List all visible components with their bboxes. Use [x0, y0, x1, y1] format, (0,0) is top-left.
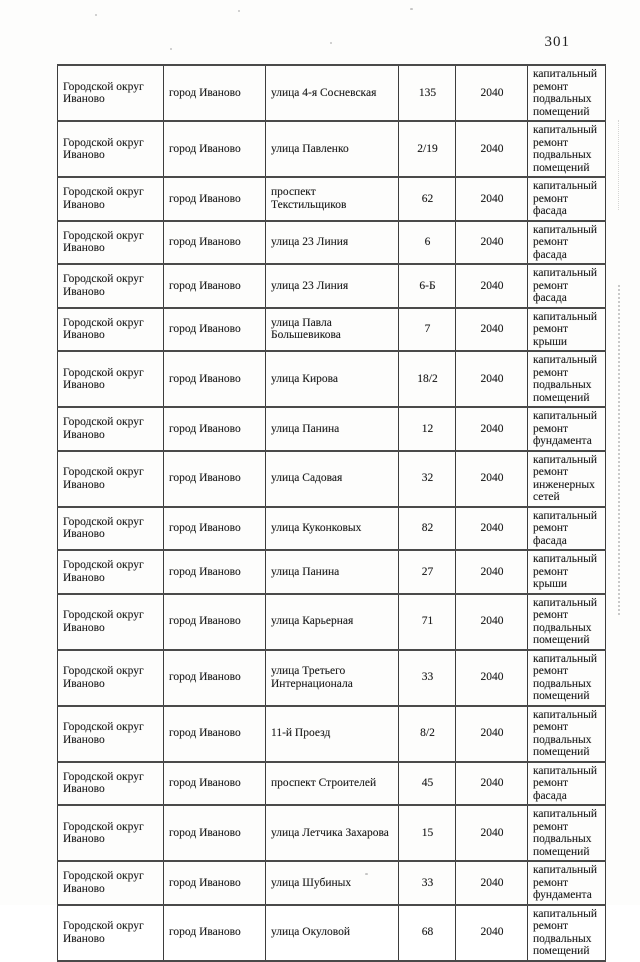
cell-street: улица Садовая — [266, 451, 399, 507]
table-row — [58, 351, 606, 407]
cell-street: 11-й Проезд — [266, 706, 399, 762]
table-row — [58, 594, 606, 650]
table-row — [58, 308, 606, 352]
cell-house: 7 — [399, 308, 456, 352]
cell-house: 12 — [399, 407, 456, 451]
cell-district: Городской округ Иваново — [58, 650, 164, 706]
cell-year: 2040 — [456, 650, 528, 706]
cell-house: 33 — [399, 861, 456, 905]
repair-schedule-table — [57, 64, 606, 962]
cell-district: Городской округ Иваново — [58, 264, 164, 308]
cell-street: улица Павла Большевикова — [266, 308, 399, 352]
cell-city: город Иваново — [164, 308, 266, 352]
cell-house: 135 — [399, 65, 456, 121]
cell-city: город Иваново — [164, 594, 266, 650]
scan-speck — [95, 14, 97, 16]
cell-year: 2040 — [456, 905, 528, 961]
table-row — [58, 264, 606, 308]
cell-year: 2040 — [456, 221, 528, 265]
cell-city: город Иваново — [164, 177, 266, 221]
cell-house: 62 — [399, 177, 456, 221]
cell-district: Городской округ Иваново — [58, 177, 164, 221]
cell-work: капитальный ремонт подвальных помещений — [528, 121, 606, 177]
cell-year: 2040 — [456, 351, 528, 407]
cell-city: город Иваново — [164, 650, 266, 706]
cell-street: улица Панина — [266, 407, 399, 451]
table-row — [58, 805, 606, 861]
cell-work: капитальный ремонт фасада — [528, 221, 606, 265]
cell-year: 2040 — [456, 507, 528, 551]
scan-margin-artifact — [618, 120, 619, 210]
table-row — [58, 550, 606, 594]
cell-work: капитальный ремонт инженерных сетей — [528, 451, 606, 507]
cell-district: Городской округ Иваново — [58, 65, 164, 121]
cell-district: Городской округ Иваново — [58, 351, 164, 407]
cell-work: капитальный ремонт подвальных помещений — [528, 594, 606, 650]
cell-house: 71 — [399, 594, 456, 650]
cell-work: капитальный ремонт фасада — [528, 264, 606, 308]
cell-year: 2040 — [456, 264, 528, 308]
cell-district: Городской округ Иваново — [58, 308, 164, 352]
scan-speck — [575, 868, 577, 870]
cell-street: улица 23 Линия — [266, 221, 399, 265]
cell-house: 32 — [399, 451, 456, 507]
cell-year: 2040 — [456, 407, 528, 451]
table-row — [58, 762, 606, 806]
cell-street: улица Панина — [266, 550, 399, 594]
cell-street: улица Кирова — [266, 351, 399, 407]
cell-city: город Иваново — [164, 905, 266, 961]
table-row — [58, 650, 606, 706]
cell-district: Городской округ Иваново — [58, 762, 164, 806]
table-row — [58, 706, 606, 762]
cell-year: 2040 — [456, 451, 528, 507]
cell-year: 2040 — [456, 177, 528, 221]
cell-work: капитальный ремонт фасада — [528, 762, 606, 806]
cell-street: проспект Строителей — [266, 762, 399, 806]
cell-city: город Иваново — [164, 264, 266, 308]
cell-year: 2040 — [456, 805, 528, 861]
cell-street: проспект Текстильщиков — [266, 177, 399, 221]
cell-work: капитальный ремонт подвальных помещений — [528, 905, 606, 961]
cell-district: Городской округ Иваново — [58, 121, 164, 177]
cell-house: 6 — [399, 221, 456, 265]
cell-street: улица Павленко — [266, 121, 399, 177]
cell-work: капитальный ремонт подвальных помещений — [528, 805, 606, 861]
cell-work: капитальный ремонт крыши — [528, 308, 606, 352]
scan-speck — [330, 42, 332, 44]
cell-street: улица Куконковых — [266, 507, 399, 551]
cell-work: капитальный ремонт подвальных помещений — [528, 650, 606, 706]
cell-work: капитальный ремонт фасада — [528, 507, 606, 551]
cell-city: город Иваново — [164, 351, 266, 407]
cell-city: город Иваново — [164, 407, 266, 451]
cell-district: Городской округ Иваново — [58, 407, 164, 451]
cell-district: Городской округ Иваново — [58, 221, 164, 265]
cell-city: город Иваново — [164, 65, 266, 121]
cell-district: Городской округ Иваново — [58, 550, 164, 594]
cell-house: 15 — [399, 805, 456, 861]
cell-street: улица 4-я Сосневская — [266, 65, 399, 121]
cell-year: 2040 — [456, 308, 528, 352]
table-row — [58, 121, 606, 177]
scan-speck — [170, 48, 172, 50]
table-row — [58, 861, 606, 905]
scan-speck — [238, 10, 240, 12]
cell-work: капитальный ремонт крыши — [528, 550, 606, 594]
cell-city: город Иваново — [164, 805, 266, 861]
page-number: 301 — [544, 34, 570, 50]
cell-city: город Иваново — [164, 221, 266, 265]
cell-house: 18/2 — [399, 351, 456, 407]
cell-year: 2040 — [456, 861, 528, 905]
cell-year: 2040 — [456, 706, 528, 762]
cell-work: капитальный ремонт подвальных помещений — [528, 351, 606, 407]
cell-work: капитальный ремонт фундамента — [528, 861, 606, 905]
table-row — [58, 507, 606, 551]
cell-city: город Иваново — [164, 706, 266, 762]
cell-street: улица Окуловой — [266, 905, 399, 961]
cell-house: 27 — [399, 550, 456, 594]
table-row — [58, 177, 606, 221]
cell-district: Городской округ Иваново — [58, 706, 164, 762]
cell-house: 2/19 — [399, 121, 456, 177]
table-body — [58, 65, 606, 961]
cell-street: улица Третьего Интернационала — [266, 650, 399, 706]
cell-street: улица Шубиных — [266, 861, 399, 905]
cell-city: город Иваново — [164, 451, 266, 507]
cell-house: 6-Б — [399, 264, 456, 308]
cell-district: Городской округ Иваново — [58, 861, 164, 905]
cell-district: Городской округ Иваново — [58, 451, 164, 507]
scan-speck — [410, 8, 413, 10]
cell-year: 2040 — [456, 550, 528, 594]
cell-house: 8/2 — [399, 706, 456, 762]
cell-district: Городской округ Иваново — [58, 905, 164, 961]
cell-street: улица Карьерная — [266, 594, 399, 650]
cell-city: город Иваново — [164, 861, 266, 905]
cell-house: 33 — [399, 650, 456, 706]
cell-work: капитальный ремонт фундамента — [528, 407, 606, 451]
cell-work: капитальный ремонт подвальных помещений — [528, 706, 606, 762]
cell-work: капитальный ремонт фасада — [528, 177, 606, 221]
cell-street: улица Летчика Захарова — [266, 805, 399, 861]
cell-district: Городской округ Иваново — [58, 594, 164, 650]
table-row — [58, 451, 606, 507]
scan-margin-artifact — [618, 285, 620, 615]
cell-year: 2040 — [456, 762, 528, 806]
cell-city: город Иваново — [164, 507, 266, 551]
cell-city: город Иваново — [164, 762, 266, 806]
cell-city: город Иваново — [164, 550, 266, 594]
scan-speck — [365, 873, 368, 875]
cell-year: 2040 — [456, 594, 528, 650]
cell-house: 45 — [399, 762, 456, 806]
table-row — [58, 905, 606, 961]
cell-year: 2040 — [456, 65, 528, 121]
table-row — [58, 221, 606, 265]
cell-street: улица 23 Линия — [266, 264, 399, 308]
table-row — [58, 407, 606, 451]
cell-house: 82 — [399, 507, 456, 551]
cell-city: город Иваново — [164, 121, 266, 177]
cell-year: 2040 — [456, 121, 528, 177]
cell-house: 68 — [399, 905, 456, 961]
cell-work: капитальный ремонт подвальных помещений — [528, 65, 606, 121]
table-row — [58, 65, 606, 121]
cell-district: Городской округ Иваново — [58, 507, 164, 551]
cell-district: Городской округ Иваново — [58, 805, 164, 861]
